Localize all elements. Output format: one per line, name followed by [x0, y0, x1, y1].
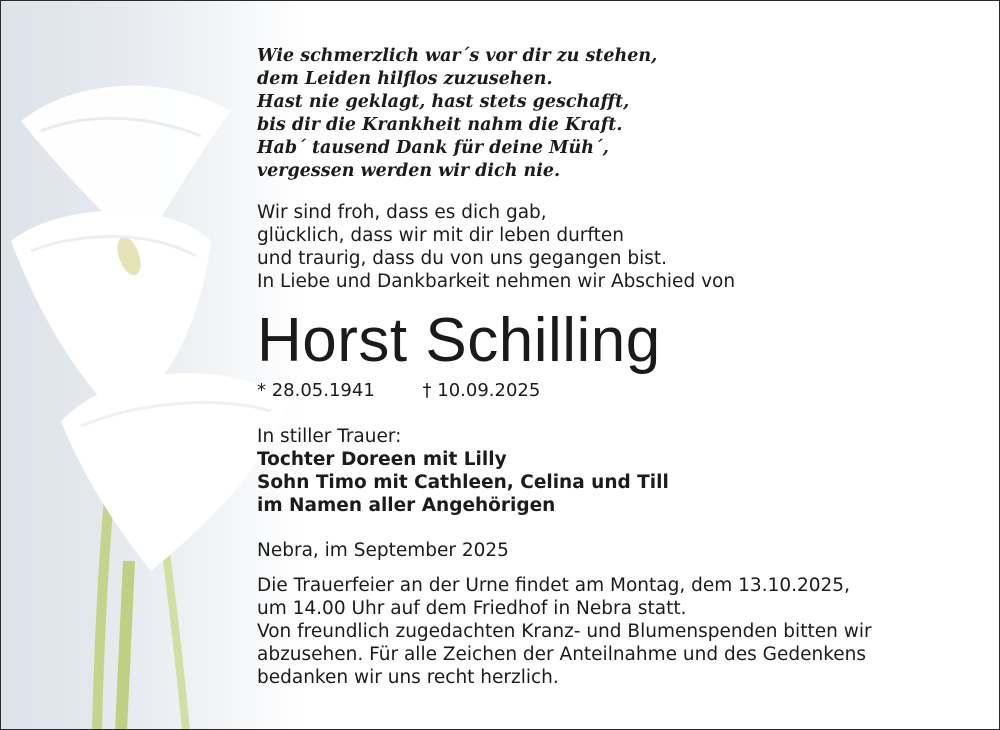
poem-line: Hast nie geklagt, hast stets geschafft,	[257, 92, 630, 112]
deceased-name: Horst Schilling	[257, 306, 661, 375]
intro-line: Wir sind froh, dass es dich gab,	[257, 202, 547, 223]
poem-line: dem Leiden hilflos zuzusehen.	[257, 69, 553, 89]
service-line: abzusehen. Für alle Zeichen der Anteilnahme und des Gedenkens	[257, 644, 866, 665]
poem-line: Hab´ tausend Dank für deine Müh´,	[257, 138, 609, 158]
service-line: um 14.00 Uhr auf dem Friedhof in Nebra statt.	[257, 598, 687, 619]
birth-date: * 28.05.1941	[257, 380, 375, 401]
intro-line: glücklich, dass wir mit dir leben durften	[257, 225, 624, 246]
poem-line: vergessen werden wir dich nie.	[257, 161, 561, 181]
life-dates	[257, 379, 540, 402]
service-line: Von freundlich zugedachten Kranz- und Blumenspenden bitten wir	[257, 621, 872, 642]
service-line: bedanken wir uns recht herzlich.	[257, 667, 559, 688]
service-info	[257, 574, 872, 689]
poem	[257, 45, 657, 183]
mourner-line: Tochter Doreen mit Lilly	[257, 449, 507, 470]
death-date: † 10.09.2025	[422, 380, 541, 401]
poem-line: Wie schmerzlich war´s vor dir zu stehen,	[257, 46, 658, 66]
service-line: Die Trauerfeier an der Urne findet am Montag, dem 13.10.2025,	[257, 575, 850, 596]
mourners-label: In stiller Trauer:	[257, 426, 402, 447]
intro-text	[257, 201, 735, 293]
mourner-line: im Namen aller Angehörigen	[257, 495, 556, 516]
intro-line: In Liebe und Dankbarkeit nehmen wir Abschied von	[257, 271, 736, 292]
intro-line: und traurig, dass du von uns gegangen bist.	[257, 248, 667, 269]
place-date: Nebra, im September 2025	[257, 540, 509, 561]
poem-line: bis dir die Krankheit nahm die Kraft.	[257, 115, 623, 135]
mourners	[257, 425, 669, 517]
calla-lily-image	[1, 1, 301, 730]
mourner-line: Sohn Timo mit Cathleen, Celina und Till	[257, 472, 669, 493]
